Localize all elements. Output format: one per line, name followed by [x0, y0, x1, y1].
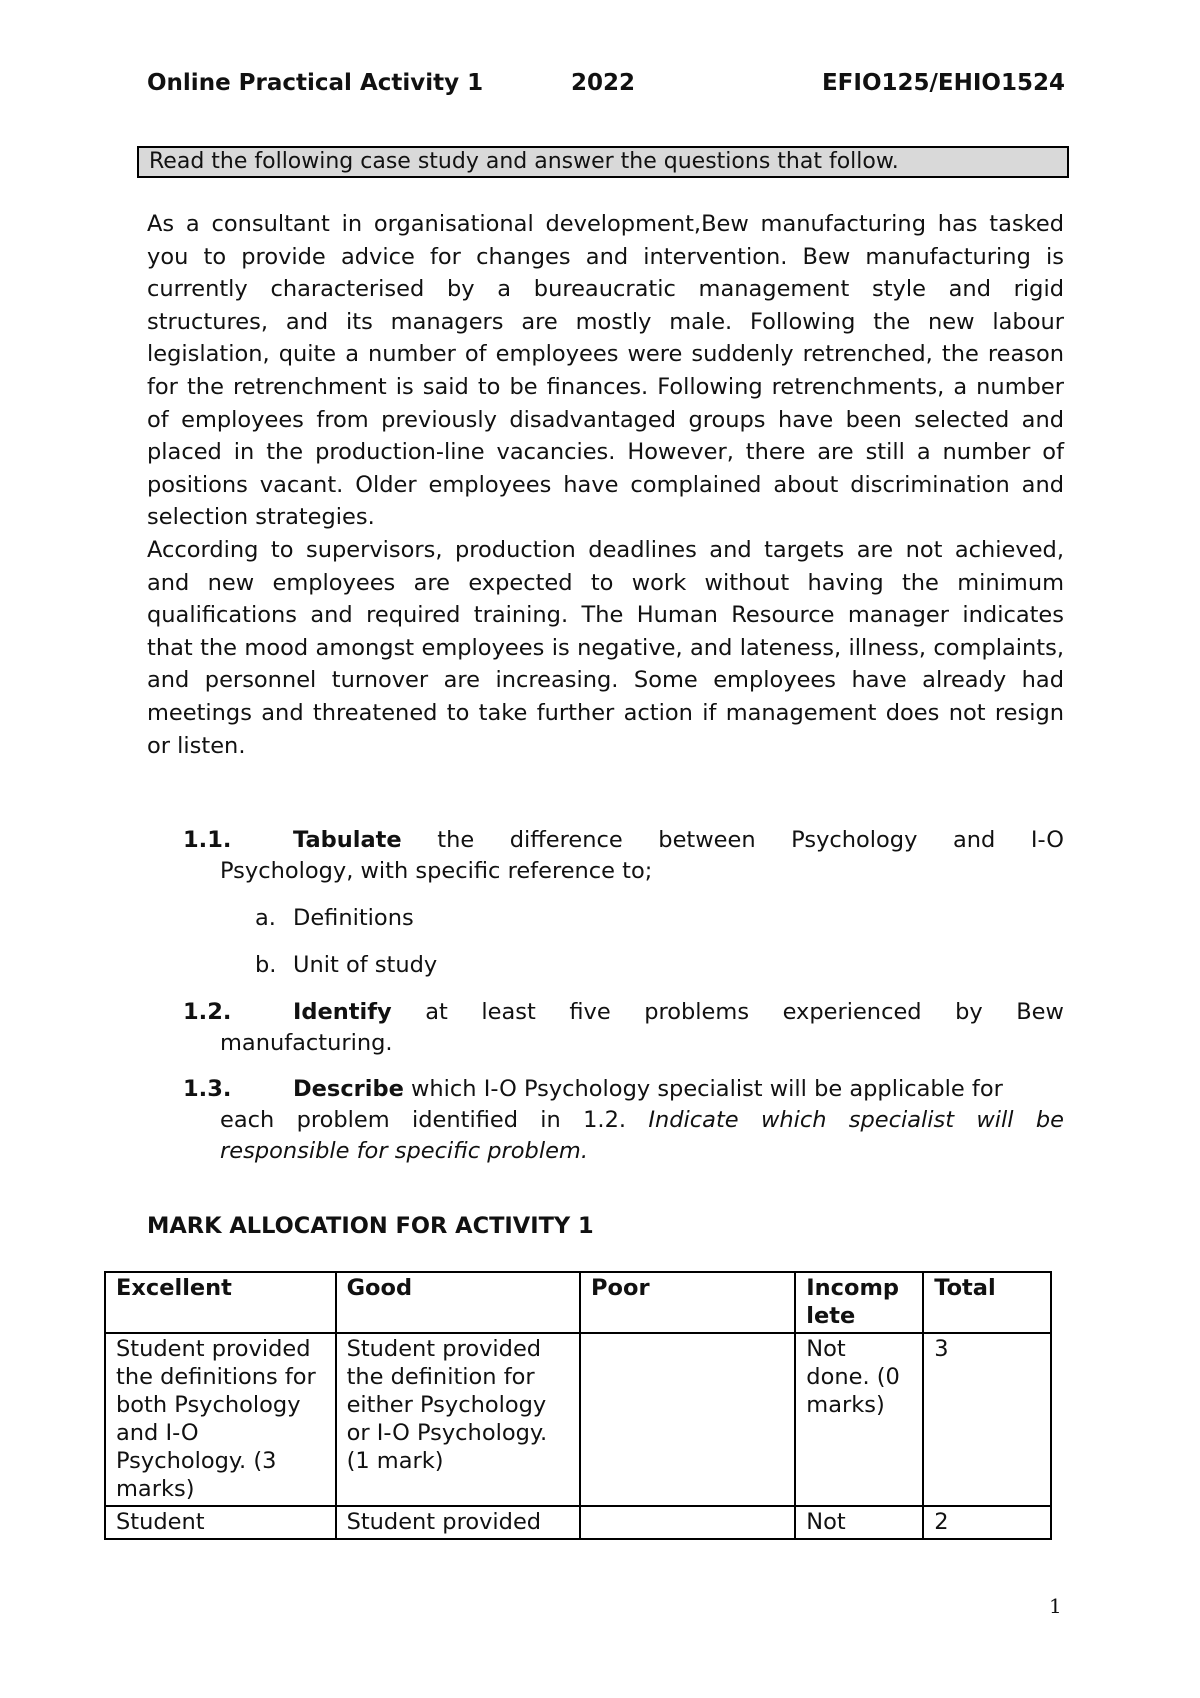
- page-header: [147, 70, 1065, 104]
- subitem-label: b.: [255, 952, 277, 978]
- word: Bew: [1016, 999, 1064, 1025]
- case-study: [147, 208, 1064, 762]
- question-1-2-line: [183, 997, 1064, 1028]
- word: difference: [509, 827, 623, 853]
- cell-incomplete: Not: [795, 1506, 923, 1539]
- mark-allocation-table: [104, 1271, 1052, 1540]
- cell-poor: [580, 1333, 795, 1506]
- header-excellent: Excellent: [105, 1272, 336, 1333]
- header-title: Online Practical Activity 1: [147, 70, 484, 96]
- header-total: Total: [923, 1272, 1051, 1333]
- header-poor: Poor: [580, 1272, 795, 1333]
- word: five: [569, 999, 611, 1025]
- case-paragraph-1: As a consultant in organisational development,Bew manufacturing has tasked you to provide advice for changes and intervention. Bew manufacturing is currently characterised by a bureaucratic management style and rigid structures, and its managers are mostly male. Following the new labour legislation, quite a number of employees were suddenly retrenched, the reason for the retrenchment is said to be finances. Following retrenchments, a number of employees from previously disadvantaged groups have been selected and placed in the production-line vacancies. However, there are still a number of positions vacant. Older employees have complained about discrimination and selection strategies.: [147, 211, 1064, 531]
- question-number: 1.1.: [183, 827, 232, 853]
- header-incomplete: Incomp lete: [795, 1272, 923, 1333]
- cell-incomplete: Not done. (0 marks): [795, 1333, 923, 1506]
- case-paragraph-2: According to supervisors, production deadlines and targets are not achieved, and new employees are expected to work without having the minimum qualifications and required training. The Human Resource manager indicates that the mood amongst employees is negative, and lateness, illness, complaints, and personnel turnover are increasing. Some employees have already had meetings and threatened to take further action if management does not resign or listen.: [147, 536, 1064, 759]
- header-good: Good: [336, 1272, 580, 1333]
- cell-excellent: Student provided the definitions for both Psychology and I-O Psychology. (3 marks): [105, 1333, 336, 1506]
- question-1-1-continuation: Psychology, with specific reference to;: [220, 858, 653, 884]
- word: at: [425, 999, 448, 1025]
- header-course-code: EFIO125/EHIO1524: [821, 70, 1065, 96]
- question-1-1: [183, 825, 1064, 887]
- cell-total: 3: [923, 1333, 1051, 1506]
- question-1-3-line: [183, 1074, 1064, 1105]
- table-row: [105, 1506, 1051, 1539]
- question-text: each problem identified in 1.2.: [220, 1107, 627, 1133]
- table-header-row: [105, 1272, 1051, 1333]
- page-number: 1: [1049, 1594, 1062, 1618]
- cell-poor: [580, 1506, 795, 1539]
- word: problems: [644, 999, 750, 1025]
- question-1-1-line: [183, 825, 1064, 856]
- subitem-a: [255, 903, 414, 934]
- question-italic-text: Indicate which specialist will be: [648, 1107, 1064, 1133]
- word: I-O: [1030, 827, 1064, 853]
- question-1-3-italic-end: responsible for specific problem.: [220, 1138, 588, 1164]
- question-1-3-continuation: [183, 1105, 1064, 1136]
- word: between: [658, 827, 756, 853]
- header-year: 2022: [571, 70, 636, 96]
- cell-total: 2: [923, 1506, 1051, 1539]
- word: experienced: [782, 999, 922, 1025]
- word: least: [481, 999, 536, 1025]
- word: Psychology: [791, 827, 918, 853]
- subitem-label: a.: [255, 905, 276, 931]
- cell-good: Student provided the definition for either Psychology or I-O Psychology. (1 mark): [336, 1333, 580, 1506]
- table-row: [105, 1333, 1051, 1506]
- cell-good: Student provided: [336, 1506, 580, 1539]
- cell-excellent: Student: [105, 1506, 336, 1539]
- question-verb: Tabulate: [293, 827, 402, 853]
- subitem-text: Definitions: [293, 905, 414, 931]
- question-verb: Describe: [293, 1076, 404, 1102]
- mark-allocation-title: MARK ALLOCATION FOR ACTIVITY 1: [147, 1213, 594, 1239]
- question-verb: Identify: [293, 999, 392, 1025]
- question-1-2: [183, 997, 1064, 1059]
- word: the: [437, 827, 475, 853]
- question-number: 1.2.: [183, 999, 232, 1025]
- word: and: [952, 827, 996, 853]
- question-1-3: [183, 1074, 1064, 1167]
- instruction-box: Read the following case study and answer the questions that follow.: [137, 146, 1069, 178]
- question-text: which I-O Psychology specialist will be applicable for: [411, 1076, 1003, 1102]
- subitem-text: Unit of study: [293, 952, 438, 978]
- question-1-2-continuation: manufacturing.: [220, 1030, 393, 1056]
- word: by: [955, 999, 983, 1025]
- question-number: 1.3.: [183, 1076, 232, 1102]
- subitem-b: [255, 950, 437, 981]
